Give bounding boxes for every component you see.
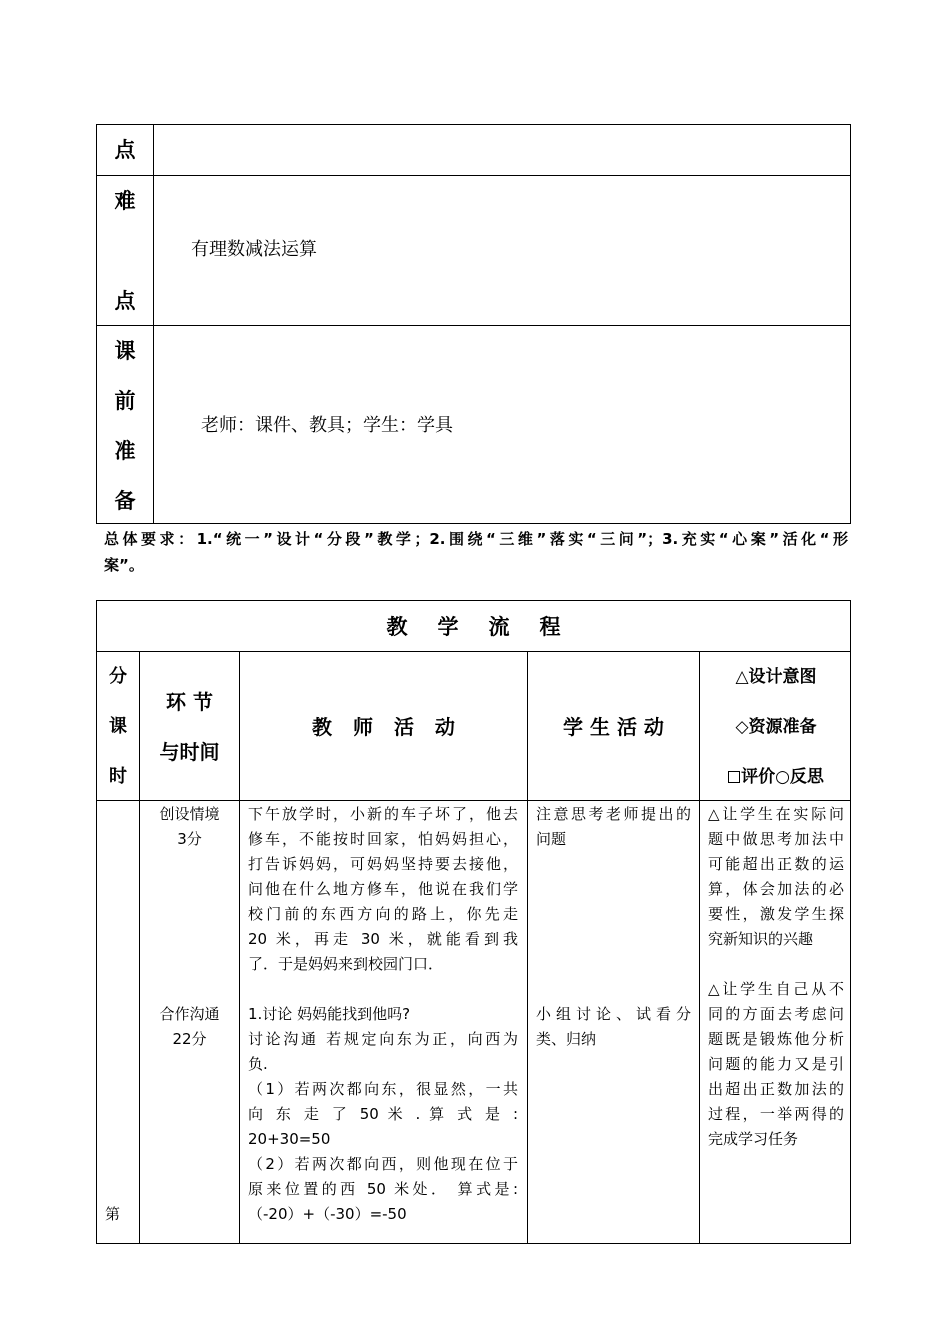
design-intent [708, 802, 844, 1152]
reflection-label: ○反思 [775, 767, 824, 787]
design-line: 出超出正数加法的 [708, 1080, 844, 1098]
teacher-line: 原来位置的西 50 米处． 算式是: [248, 1180, 518, 1198]
design-line: △让学生在实际问 [708, 805, 844, 823]
design-line: 问题的能力又是引 [708, 1055, 844, 1073]
student-activity [536, 802, 691, 1052]
difficulty-value: 有理数减法运算 [191, 239, 317, 260]
design-line: 究新知识的兴趣 [708, 930, 814, 948]
design-line: 过程，一举两得的 [708, 1105, 844, 1123]
teacher-line: 下午放学时，小新的车子坏了，他去 [248, 805, 518, 823]
teacher-line: 打告诉妈妈，可妈妈坚持要去接他， [248, 855, 518, 873]
teacher-line: 校门前的东西方向的路上，你先走 [248, 905, 518, 923]
label-char: 前 [114, 389, 136, 413]
teacher-line: 20+30=50 [248, 1130, 331, 1148]
stage-item [140, 1002, 239, 1052]
label-char: 课 [114, 339, 136, 363]
label-char: 准 [114, 439, 136, 463]
header-char: 课 [109, 716, 127, 737]
student-line: 类、归纳 [536, 1030, 597, 1048]
lesson-info-table [96, 124, 851, 524]
teacher-line: 问他在什么地方修车，他说在我们学 [248, 880, 518, 898]
teaching-flow-table [96, 600, 851, 1244]
student-line: 小组讨论、试看分 [536, 1005, 691, 1023]
stage-header-line: 环 节 [166, 690, 213, 714]
design-line: 要性，激发学生探 [708, 905, 844, 923]
teacher-line: 20 米，再走 30 米，就能看到我 [248, 930, 518, 948]
teacher-line: 修车，不能按时回家，怕妈妈担心， [248, 830, 518, 848]
teacher-activity-header: 教 师 活 动 [312, 715, 455, 739]
label-char: 难 [114, 189, 136, 213]
row-divider [97, 651, 850, 652]
period-header [97, 665, 139, 789]
difficulty-row [97, 176, 850, 326]
teacher-line: 负. [248, 1055, 268, 1073]
preparation-label [97, 326, 154, 524]
design-line: 题中做思考加法中 [708, 830, 844, 848]
key-point-row [97, 125, 850, 176]
design-line: 算，体会加法的必 [708, 880, 844, 898]
resource-prep-label: ◇资源准备 [735, 717, 817, 737]
design-line: △让学生自己从不 [708, 980, 844, 998]
teacher-line: 向 东 走 了 50 米 . 算 式 是 : [248, 1105, 518, 1123]
teacher-line: 1.讨论 妈妈能找到他吗? [248, 1005, 411, 1023]
teacher-line: （-20）+（-30）=-50 [248, 1205, 407, 1223]
label-char: 点 [114, 289, 136, 313]
key-point-label [97, 125, 154, 175]
teacher-line: 了．于是妈妈来到校园门口． [248, 955, 444, 973]
requirement-line: 总体要求：1.“统一”设计“分段”教学；2.围绕“三维”落实“三问”；3.充实“心案”活化“形 [104, 530, 848, 548]
square-icon [728, 771, 740, 783]
preparation-value: 老师：课件、教具；学生：学具 [201, 415, 453, 436]
student-line: 注意思考老师提出的 [536, 805, 691, 823]
teacher-line: 讨论沟通 若规定向东为正，向西为 [248, 1030, 518, 1048]
teacher-activity [248, 802, 518, 1227]
design-intent-label: △设计意图 [735, 667, 817, 687]
evaluation-reflection-label [700, 765, 852, 789]
teacher-line: （2）若两次都向西，则他现在位于 [248, 1155, 518, 1173]
stage-time: 22分 [172, 1030, 207, 1048]
design-header [700, 665, 852, 789]
design-line: 完成学习任务 [708, 1130, 799, 1148]
requirement-line: 案”。 [104, 556, 144, 574]
student-activity-header: 学 生 活 动 [563, 715, 664, 739]
teacher-line: （1）若两次都向东，很显然，一共 [248, 1080, 518, 1098]
stage-name: 创设情境 [159, 805, 220, 823]
design-line: 题既是锻炼他分析 [708, 1030, 844, 1048]
design-line: 同的方面去考虑问 [708, 1005, 844, 1023]
preparation-row [97, 326, 850, 524]
design-line: 可能超出正数的运 [708, 855, 844, 873]
difficulty-label [97, 176, 154, 325]
student-line: 问题 [536, 830, 567, 848]
overall-requirement [104, 526, 848, 578]
period-value: 第 [105, 1205, 121, 1223]
header-char: 时 [109, 766, 127, 787]
label-char: 备 [114, 489, 136, 513]
row-divider [97, 800, 850, 801]
stage-time: 3分 [177, 830, 202, 848]
label-char: 点 [114, 138, 136, 162]
header-char: 分 [109, 666, 127, 687]
stage-header-line: 与时间 [159, 740, 220, 764]
stage-name: 合作沟通 [159, 1005, 220, 1023]
flow-title: 教学流程 [386, 615, 591, 639]
stage-header [140, 689, 239, 765]
evaluation-label: 评价 [741, 767, 776, 787]
stage-item [140, 802, 239, 852]
